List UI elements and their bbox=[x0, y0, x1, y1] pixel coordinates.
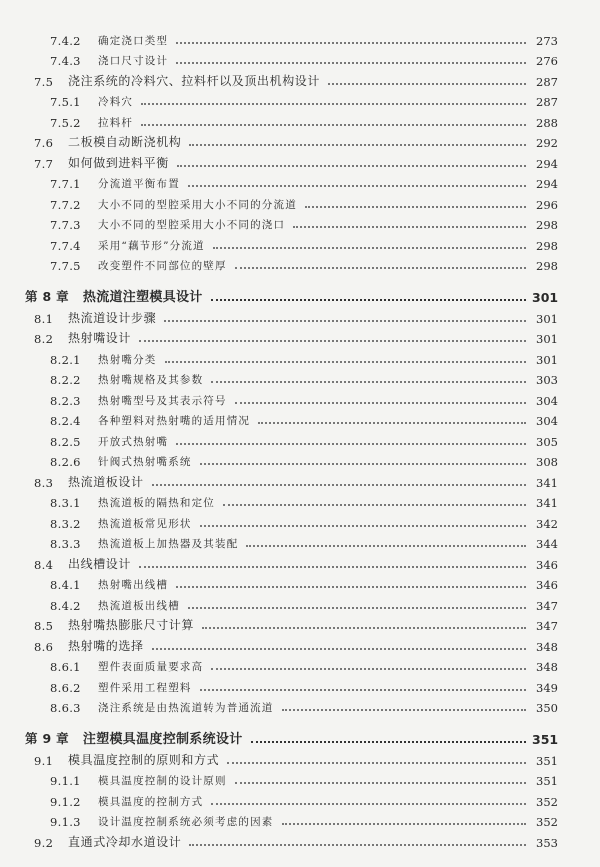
toc-entry-title: 各种塑料对热射嘴的适用情况 bbox=[98, 415, 251, 427]
toc-entry-number: 8.3.2 bbox=[50, 516, 81, 531]
toc-entry bbox=[0, 747, 600, 768]
toc-entry-number: 8.6 bbox=[34, 639, 54, 654]
toc-entry-title: 热射嘴热膨胀尺寸计算 bbox=[68, 618, 195, 632]
toc-entry-number: 8.6.3 bbox=[50, 701, 81, 715]
toc-entry-page: 292 bbox=[536, 136, 558, 150]
toc-entry-page: 287 bbox=[536, 74, 558, 89]
toc-entry-title: 热射嘴规格及其参数 bbox=[98, 374, 204, 386]
dot-leader bbox=[139, 566, 526, 568]
toc-entry bbox=[0, 27, 600, 48]
toc-entry bbox=[0, 130, 600, 151]
toc-entry-number: 8.2.3 bbox=[50, 393, 81, 408]
toc-entry-page: 344 bbox=[536, 537, 558, 551]
toc-entry-number: 7.4.3 bbox=[50, 54, 81, 68]
toc-entry bbox=[0, 191, 600, 212]
toc-entry bbox=[0, 367, 600, 388]
toc-entry bbox=[0, 253, 600, 274]
toc-chapter-entry bbox=[0, 721, 600, 747]
toc-entry-page: 348 bbox=[536, 660, 558, 674]
toc-entry-title: 浇注系统的冷料穴、拉料杆以及顶出机构设计 bbox=[68, 73, 321, 88]
toc-entry-title: 热流道板常见形状 bbox=[98, 517, 192, 530]
toc-entry-title: 模具温度控制的原则和方式 bbox=[68, 752, 220, 767]
toc-entry bbox=[0, 428, 600, 449]
toc-entry bbox=[0, 633, 600, 654]
toc-entry-title: 开放式热射嘴 bbox=[98, 435, 169, 448]
dot-leader bbox=[176, 42, 526, 44]
toc-entry-number: 9.1 bbox=[34, 753, 54, 768]
dot-leader bbox=[139, 340, 526, 342]
toc-entry-title: 浇注系统是由热流道转为普通流道 bbox=[98, 702, 274, 714]
table-of-contents bbox=[0, 27, 600, 850]
toc-entry-number: 8.4.1 bbox=[50, 578, 81, 592]
dot-leader bbox=[202, 627, 526, 629]
toc-entry-title: 针阀式热射嘴系统 bbox=[98, 456, 192, 468]
toc-entry-title: 热流道板上加热器及其装配 bbox=[98, 538, 239, 550]
dot-leader bbox=[164, 320, 526, 322]
toc-entry-title: 塑件表面质量要求高 bbox=[98, 661, 204, 673]
toc-entry-title: 热流道设计步骤 bbox=[68, 310, 157, 325]
dot-leader bbox=[227, 762, 526, 764]
dot-leader bbox=[200, 689, 526, 691]
toc-entry-page: 276 bbox=[536, 54, 558, 68]
toc-entry-page: 294 bbox=[536, 156, 558, 171]
dot-leader bbox=[152, 648, 526, 650]
toc-entry bbox=[0, 572, 600, 593]
toc-entry-page: 353 bbox=[536, 835, 558, 850]
toc-entry-page: 347 bbox=[536, 598, 558, 613]
toc-entry-title: 热流道板出线槽 bbox=[98, 599, 180, 612]
toc-entry-title: 浇口尺寸设计 bbox=[98, 55, 169, 67]
toc-entry-page: 301 bbox=[536, 311, 558, 326]
toc-entry-number: 7.5.2 bbox=[50, 115, 81, 130]
toc-entry bbox=[0, 48, 600, 69]
toc-entry-number: 8.4.2 bbox=[50, 598, 81, 613]
dot-leader bbox=[211, 803, 526, 805]
toc-entry bbox=[0, 510, 600, 531]
toc-entry bbox=[0, 788, 600, 809]
toc-entry bbox=[0, 232, 600, 253]
dot-leader bbox=[251, 741, 526, 743]
toc-entry-title: 热射嘴出线槽 bbox=[98, 579, 169, 591]
dot-leader bbox=[305, 206, 526, 208]
toc-entry bbox=[0, 809, 600, 830]
toc-entry-title: 热射嘴型号及其表示符号 bbox=[98, 394, 227, 407]
toc-entry-page: 301 bbox=[536, 332, 558, 346]
toc-entry bbox=[0, 449, 600, 470]
toc-entry-number: 7.5.1 bbox=[50, 95, 81, 109]
toc-entry-page: 352 bbox=[536, 815, 558, 829]
toc-entry-page: 298 bbox=[536, 238, 558, 253]
dot-leader bbox=[213, 247, 526, 249]
toc-entry-number: 8.5 bbox=[34, 619, 54, 633]
dot-leader bbox=[177, 165, 526, 167]
dot-leader bbox=[200, 463, 526, 465]
toc-entry-number: 8.3 bbox=[34, 475, 54, 490]
toc-entry bbox=[0, 531, 600, 552]
toc-entry-title: 如何做到进料平衡 bbox=[68, 155, 169, 170]
toc-entry-page: 351 bbox=[536, 774, 558, 788]
toc-entry-title: 改变塑件不同部位的壁厚 bbox=[98, 260, 227, 272]
toc-entry bbox=[0, 695, 600, 716]
toc-entry-page: 350 bbox=[536, 701, 558, 715]
toc-entry-title: 冷料穴 bbox=[98, 96, 134, 108]
toc-entry-number: 第 9 章 bbox=[25, 731, 69, 746]
dot-leader bbox=[200, 525, 526, 527]
dot-leader bbox=[165, 361, 527, 363]
toc-entry bbox=[0, 346, 600, 367]
toc-entry bbox=[0, 674, 600, 695]
toc-entry-page: 304 bbox=[536, 393, 558, 408]
toc-entry bbox=[0, 469, 600, 490]
dot-leader bbox=[189, 144, 526, 146]
dot-leader bbox=[258, 422, 526, 424]
toc-entry-number: 9.1.3 bbox=[50, 815, 81, 829]
toc-entry bbox=[0, 150, 600, 171]
toc-entry-title: 模具温度控制的设计原则 bbox=[98, 775, 227, 787]
toc-entry-title: 热射嘴的选择 bbox=[68, 638, 144, 653]
toc-entry-page: 298 bbox=[536, 259, 558, 273]
toc-entry bbox=[0, 408, 600, 429]
toc-entry-page: 346 bbox=[536, 578, 558, 592]
toc-entry-page: 303 bbox=[536, 373, 558, 387]
toc-entry bbox=[0, 171, 600, 192]
toc-entry-title: 热射嘴设计 bbox=[68, 331, 132, 345]
dot-leader bbox=[176, 586, 526, 588]
toc-entry bbox=[0, 68, 600, 89]
toc-entry-page: 348 bbox=[536, 639, 558, 654]
toc-entry-title: 设计温度控制系统必须考虑的因素 bbox=[98, 816, 274, 828]
toc-entry bbox=[0, 490, 600, 511]
toc-entry-page: 273 bbox=[536, 33, 558, 48]
toc-entry bbox=[0, 387, 600, 408]
toc-entry bbox=[0, 654, 600, 675]
toc-entry-number: 8.2.1 bbox=[50, 352, 81, 367]
toc-entry-page: 346 bbox=[536, 557, 558, 572]
toc-entry-title: 热流道板设计 bbox=[68, 474, 144, 489]
toc-entry-page: 347 bbox=[536, 619, 558, 633]
toc-entry bbox=[0, 829, 600, 850]
toc-entry-page: 341 bbox=[536, 475, 558, 490]
toc-entry-number: 7.7 bbox=[34, 156, 54, 171]
toc-entry-title: 注塑模具温度控制系统设计 bbox=[82, 732, 243, 747]
toc-entry-title: 拉料杆 bbox=[98, 116, 134, 129]
dot-leader bbox=[223, 504, 526, 506]
toc-entry-page: 298 bbox=[536, 218, 558, 232]
toc-entry bbox=[0, 109, 600, 130]
toc-entry-title: 热流道注塑模具设计 bbox=[82, 290, 203, 305]
toc-entry-page: 351 bbox=[532, 732, 559, 747]
toc-entry-title: 采用“藕节形”分流道 bbox=[98, 239, 205, 252]
toc-entry bbox=[0, 305, 600, 326]
toc-entry-page: 351 bbox=[536, 753, 558, 768]
dot-leader bbox=[282, 709, 527, 711]
toc-entry-number: 9.2 bbox=[34, 835, 54, 850]
dot-leader bbox=[282, 823, 527, 825]
toc-entry-page: 341 bbox=[536, 496, 558, 510]
toc-entry-page: 288 bbox=[536, 115, 558, 130]
dot-leader bbox=[189, 844, 526, 846]
dot-leader bbox=[328, 83, 526, 85]
toc-entry-number: 8.2.4 bbox=[50, 414, 81, 428]
dot-leader bbox=[141, 124, 526, 126]
toc-entry-title: 热流道板的隔热和定位 bbox=[98, 497, 215, 509]
dot-leader bbox=[176, 62, 526, 64]
toc-entry-number: 7.7.1 bbox=[50, 177, 81, 191]
toc-entry bbox=[0, 768, 600, 789]
dot-leader bbox=[246, 545, 526, 547]
toc-entry-page: 301 bbox=[536, 352, 558, 367]
toc-entry-number: 7.5 bbox=[34, 74, 54, 89]
toc-entry-title: 确定浇口类型 bbox=[98, 34, 169, 47]
dot-leader bbox=[152, 484, 526, 486]
toc-entry-number: 8.1 bbox=[34, 311, 54, 326]
toc-entry bbox=[0, 592, 600, 613]
toc-entry-number: 7.7.5 bbox=[50, 259, 81, 273]
toc-entry-number: 8.6.2 bbox=[50, 680, 81, 695]
dot-leader bbox=[188, 185, 526, 187]
toc-entry bbox=[0, 89, 600, 110]
dot-leader bbox=[211, 299, 526, 301]
toc-entry-page: 287 bbox=[536, 95, 558, 109]
dot-leader bbox=[141, 103, 526, 105]
dot-leader bbox=[176, 443, 526, 445]
toc-entry-number: 8.3.3 bbox=[50, 537, 81, 551]
dot-leader bbox=[211, 668, 526, 670]
toc-entry-title: 二板模自动断浇机构 bbox=[68, 135, 182, 149]
toc-entry-number: 9.1.1 bbox=[50, 774, 81, 788]
toc-entry-title: 热射嘴分类 bbox=[98, 353, 157, 366]
toc-entry-number: 8.6.1 bbox=[50, 660, 81, 674]
toc-entry-title: 大小不同的型腔采用大小不同的浇口 bbox=[98, 219, 286, 231]
toc-entry-page: 305 bbox=[536, 434, 558, 449]
dot-leader bbox=[188, 607, 526, 609]
toc-entry-number: 8.2.6 bbox=[50, 455, 81, 469]
toc-entry bbox=[0, 613, 600, 634]
toc-entry bbox=[0, 326, 600, 347]
toc-entry bbox=[0, 551, 600, 572]
toc-entry-page: 308 bbox=[536, 455, 558, 469]
toc-entry-title: 分流道平衡布置 bbox=[98, 178, 180, 190]
toc-entry-number: 8.2.2 bbox=[50, 373, 81, 387]
toc-entry-number: 7.4.2 bbox=[50, 33, 81, 48]
toc-chapter-entry bbox=[0, 279, 600, 305]
toc-entry-page: 301 bbox=[532, 290, 559, 305]
toc-entry-title: 直通式冷却水道设计 bbox=[68, 834, 182, 849]
dot-leader bbox=[235, 267, 526, 269]
toc-entry-number: 7.6 bbox=[34, 136, 54, 150]
toc-entry-title: 出线槽设计 bbox=[68, 556, 132, 571]
dot-leader bbox=[211, 381, 526, 383]
toc-entry-page: 304 bbox=[536, 414, 558, 428]
toc-entry-title: 塑件采用工程塑料 bbox=[98, 681, 192, 694]
toc-entry-page: 294 bbox=[536, 177, 558, 191]
toc-entry-number: 8.4 bbox=[34, 557, 54, 572]
toc-entry bbox=[0, 212, 600, 233]
toc-entry-page: 342 bbox=[536, 516, 558, 531]
toc-entry-number: 8.3.1 bbox=[50, 496, 81, 510]
dot-leader bbox=[235, 782, 526, 784]
toc-entry-number: 9.1.2 bbox=[50, 794, 81, 809]
toc-entry-number: 8.2.5 bbox=[50, 434, 81, 449]
toc-entry-page: 352 bbox=[536, 794, 558, 809]
dot-leader bbox=[293, 226, 526, 228]
toc-entry-number: 8.2 bbox=[34, 332, 54, 346]
dot-leader bbox=[235, 402, 526, 404]
toc-entry-page: 296 bbox=[536, 197, 558, 212]
toc-entry-title: 大小不同的型腔采用大小不同的分流道 bbox=[98, 198, 297, 211]
toc-entry-number: 7.7.2 bbox=[50, 197, 81, 212]
toc-entry-number: 7.7.4 bbox=[50, 238, 81, 253]
toc-entry-number: 7.7.3 bbox=[50, 218, 81, 232]
toc-entry-title: 模具温度的控制方式 bbox=[98, 795, 204, 808]
toc-entry-page: 349 bbox=[536, 680, 558, 695]
toc-entry-number: 第 8 章 bbox=[25, 289, 69, 304]
